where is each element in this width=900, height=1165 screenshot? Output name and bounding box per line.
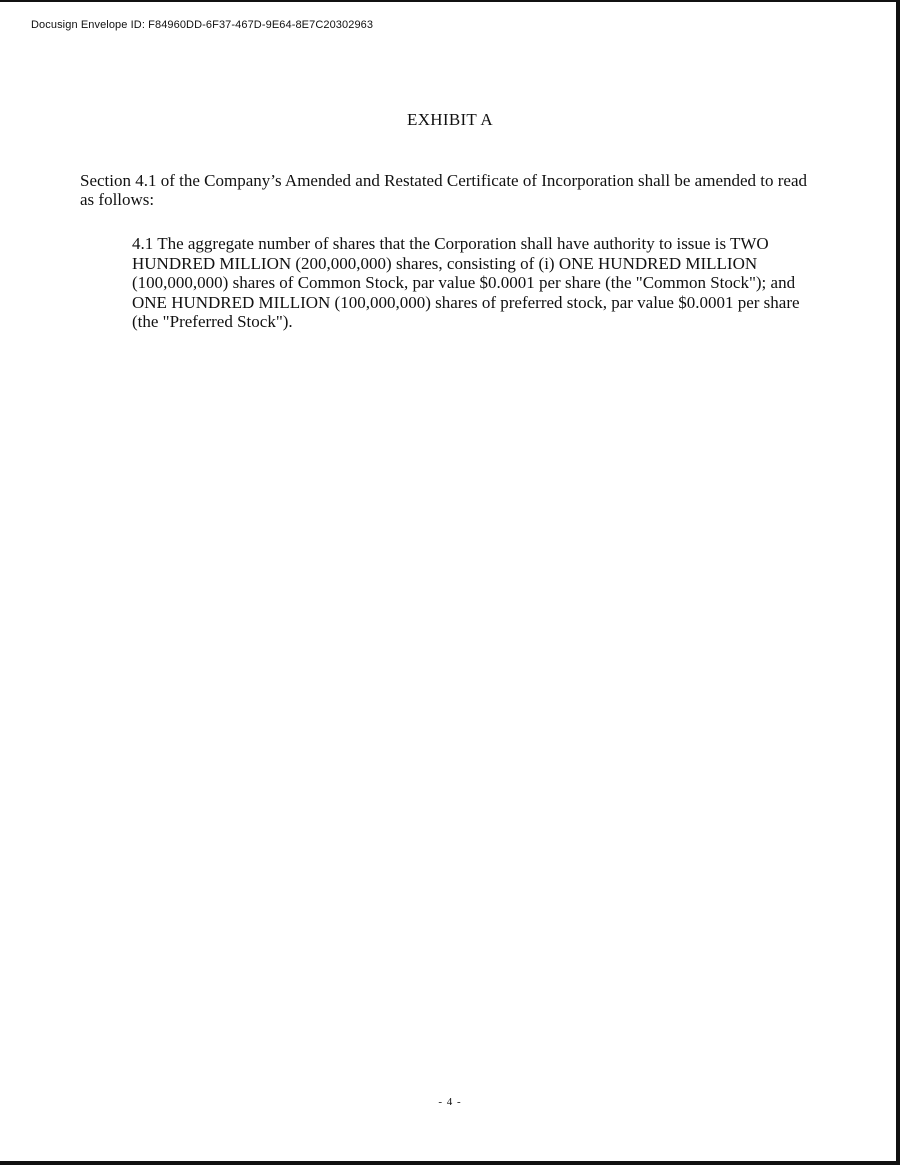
scan-edge-right: [896, 0, 900, 1165]
docusign-envelope-id: Docusign Envelope ID: F84960DD-6F37-467D-9E64-8E7C20302963: [31, 19, 374, 31]
scan-edge-top: [0, 0, 900, 2]
exhibit-title: EXHIBIT A: [407, 110, 493, 129]
section-4-1-clause: 4.1 The aggregate number of shares that the Corporation shall have authority to issue is TWO HUNDRED MILLION (200,000,000) shares, consisting of (i) ONE HUNDRED MILLION (100,000,000) shares of Common Stock, par value $0.0001 per share (the "Common Stock"); and ONE HUNDRED MILLION (100,000,000) shares of preferred stock, par value $0.0001 per share (the "Preferred Stock").: [132, 234, 800, 331]
intro-paragraph: Section 4.1 of the Company’s Amended and Restated Certificate of Incorporation shall be amended to read as follows:: [80, 171, 808, 209]
scan-edge-bottom: [0, 1161, 900, 1165]
page-number: - 4 -: [438, 1096, 462, 1108]
